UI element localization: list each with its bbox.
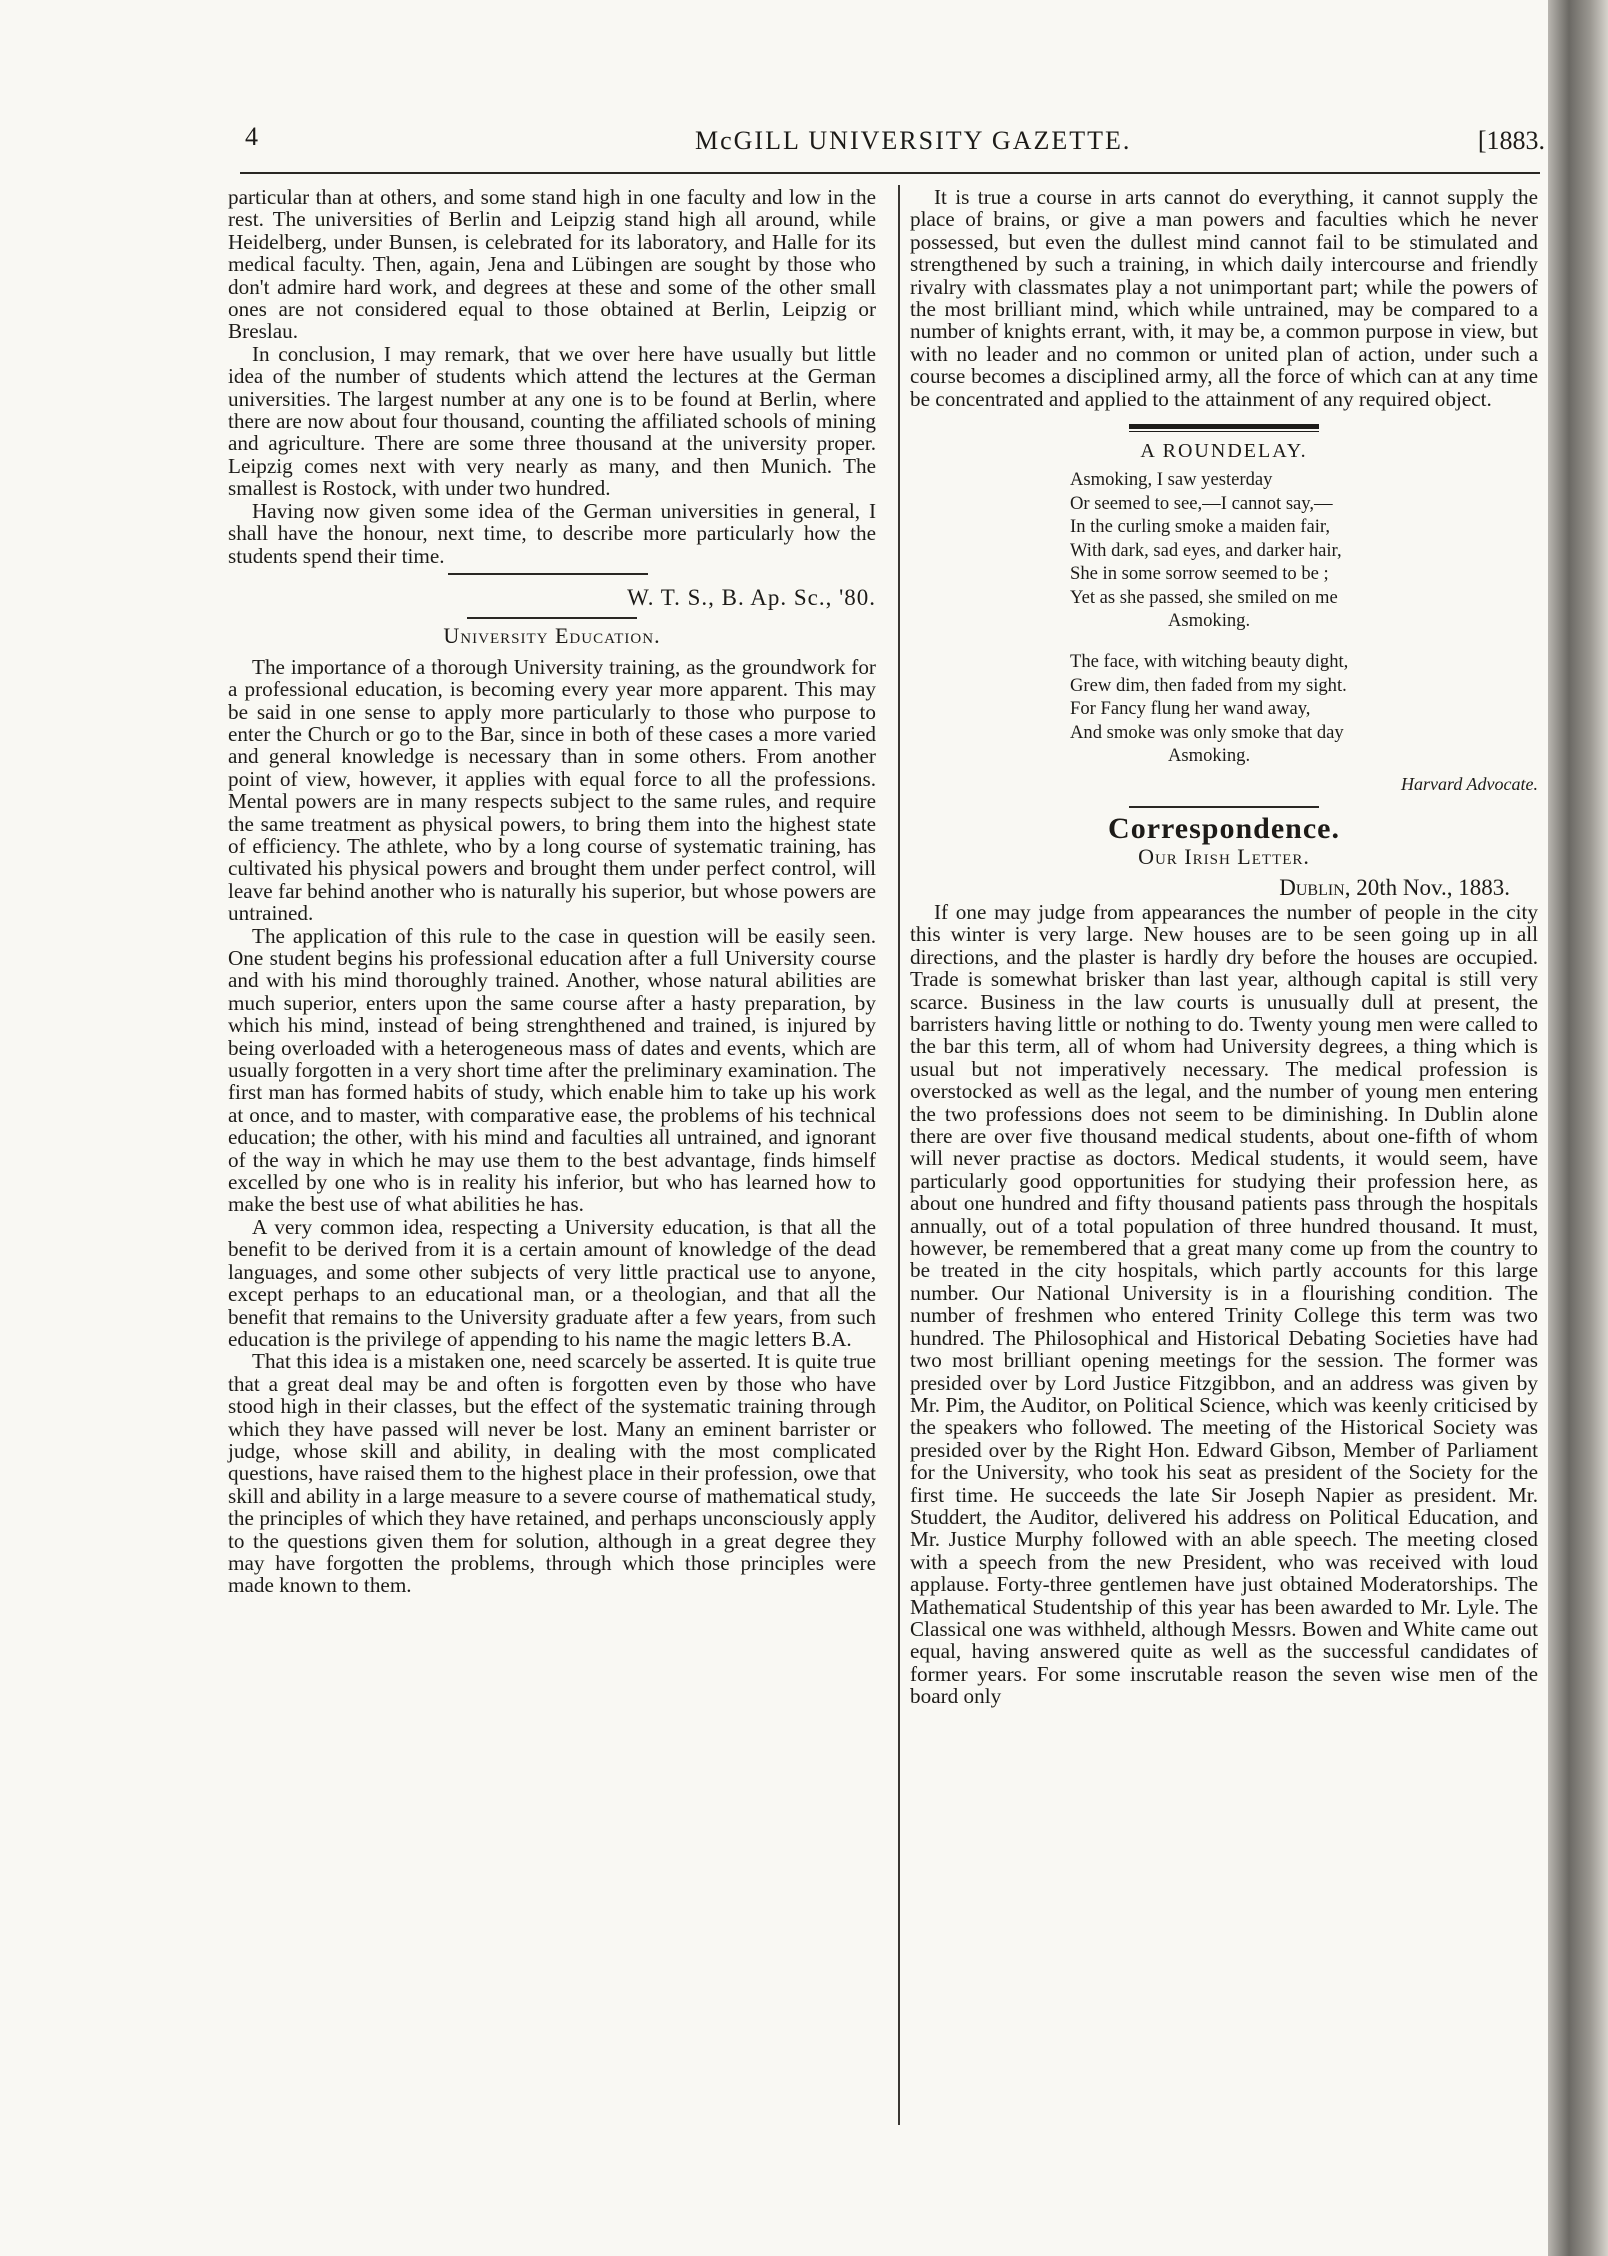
paragraph: That this idea is a mistaken one, need scarcely be asserted. It is quite true that a great deal may be and often is forgotten even by those who have stood high in their classes, but the effect of the systematic training through which they have passed will never be lost. Many an eminent barrister or judge, whose skill and ability, in dealing with the most complicated questions, have raised them to the highest place in their profession, owe that skill and ability in a large measure to a severe course of mathematical study, the principles of which they have retained, and perhaps unconsciously apply to the questions given them for solution, although in a great degree they may have forgotten the problems, through which those principles were made known to them. <box>228 1349 876 1598</box>
poem-source: Harvard Advocate. <box>1401 774 1538 795</box>
paragraph: particular than at others, and some stand high in one faculty and low in the rest. The universities of Berlin and Leipzig stand high all around, while Heidelberg, under Bunsen, is celebrated for its laboratory, and Halle for its medical faculty. Then, again, Jena and Lübingen are sought by those who don't admire hard work, and degrees at these and some of the other small ones are not considered equal to those obtained at Berlin, Leipzig or Breslau. <box>228 185 876 344</box>
running-head <box>245 122 1545 172</box>
poem-line: With dark, sad eyes, and darker hair, <box>1070 539 1342 561</box>
paragraph: If one may judge from appearances the number of people in the city this winter is very large. New houses are to be seen going up in all directions, and the plaster is hardly dry before the houses are occupied. Trade is somewhat brisker than last year, although capital is still very scarce. Business in the law courts is unusually dull at present, the barristers having little or nothing to do. Twenty young men were called to the bar this term, all of whom had University degrees, a thing which is usual but not imperatively necessary. The medical profession is overstocked as well as the legal, and the number of young men entering the two professions does not seem to be diminishing. In Dublin alone there are over five thousand medical students, about one-fifth of whom will never practise as doctors. Medical students, it would seem, have particularly good opportunities for studying their profession here, as about one hundred and fifty thousand patients pass through the hospitals annually, out of a total population of three hundred thousand. It must, however, be remembered that a great many come up from the country to be treated in the city hospitals, which partly accounts for this large number. Our National University is in a flourishing condition. The number of freshmen who entered Trinity College this term was two hundred. The Philosophical and Historical Debating Societies have had two most brilliant opening meetings for the session. The former was presided over by Lord Justice Fitzgibbon, and an address was given by Mr. Pim, the Auditor, on Political Science, which was keenly criticised by the speakers who followed. The meeting of the Historical Society was presided over by the Right Hon. Edward Gibson, Member of Parliament for the University, who took his seat as president of the Society for the first time. He succeeds the late Sir Joseph Napier as president. Mr. Studdert, the Auditor, delivered his address on Political Education, and Mr. Justice Murphy followed with an able speech. The meeting closed with a speech from the new President, who was received with loud applause. Forty-three gentlemen have just obtained Moderatorships. The Mathematical Studentship of this year has been awarded to Mr. Lyle. The Classical one was withheld, although Messrs. Bowen and White came out equal, having answered quite as well as the successful candidates of former years. For some inscrutable reason the seven wise men of the board only <box>910 899 1538 1709</box>
header-rule <box>240 172 1540 174</box>
issue-year: [1883. <box>1477 126 1545 155</box>
separator-rule <box>1129 806 1319 808</box>
separator-rule <box>448 573 648 575</box>
dateline-date: 20th Nov., 1883. <box>1356 874 1510 900</box>
paragraph: In conclusion, I may remark, that we over here have usually but little idea of the number of students which attend the lectures at the German universities. The largest number at any one is to be found at Berlin, where there are now about four thousand, counting the affiliated schools of mining and agriculture. There are some three thousand at the university proper. Leipzig comes next with very nearly as many, and then Munich. The smallest is Rostock, with under two hundred. <box>228 341 876 501</box>
column-divider <box>898 185 900 2125</box>
paragraph: Having now given some idea of the German universities in general, I shall have the honour, next time, to describe more particularly how the students spend their time. <box>228 498 876 568</box>
separator-rule <box>467 617 637 619</box>
poem <box>1070 468 1538 767</box>
poem-line: Grew dim, then faded from my sight. <box>1070 674 1347 696</box>
poem-line: The face, with witching beauty dight, <box>1070 651 1349 673</box>
paragraph: The application of this rule to the case in question will be easily seen. One student begins his professional education after a full University course and with his mind thoroughly trained. Another, whose natural abilities are much superior, enters upon the same course after a hasty preparation, by which his mind, instead of being strenghthened and trained, is injured by being overloaded with a heterogeneous mass of dates and events, which are usually forgotten in a very short time after the preliminary examination. The first man has formed habits of study, which enable him to take up his work at once, and to master, with comparative ease, the problems of his technical education; the other, with his mind and faculties all untrained, and ignorant of the way in which he may use them to the best advantage, finds himself excelled by one who is in reality his inferior, but who has learned how to make the best use of what abilities he has. <box>228 923 876 1217</box>
left-column <box>228 186 876 1597</box>
poem-line: Asmoking, I saw yesterday <box>1070 469 1273 491</box>
correspondence-heading: Correspondence. <box>1108 811 1340 845</box>
dateline-place: Dublin, <box>1279 874 1351 900</box>
stanza-gap <box>1070 632 1538 650</box>
thin-rule <box>1129 431 1319 432</box>
page-edge-shadow <box>1548 0 1608 2256</box>
author-signature: W. T. S., B. Ap. Sc., '80. <box>627 584 876 610</box>
poem-line: For Fancy flung her wand away, <box>1070 698 1311 720</box>
poem-title: A ROUNDELAY. <box>1140 440 1308 463</box>
section-title: University Education. <box>443 623 661 649</box>
poem-refrain: Asmoking. <box>1168 609 1251 631</box>
poem-line: And smoke was only smoke that day <box>1070 721 1344 743</box>
poem-line: Or seemed to see,—I cannot say,— <box>1070 492 1333 514</box>
right-column <box>910 186 1538 1708</box>
thick-rule <box>1129 424 1319 429</box>
page-number: 4 <box>245 122 258 151</box>
poem-refrain: Asmoking. <box>1168 744 1251 766</box>
poem-line: In the curling smoke a maiden fair, <box>1070 516 1330 538</box>
paragraph: The importance of a thorough University training, as the groundwork for a professional education, is becoming every year more apparent. This may be said in one sense to apply more particularly to those who purpose to enter the Church or go to the Bar, since in both of these cases a more varied and general knowledge is necessary than in some others. From another point of view, however, it applies with equal force to all the professions. Mental powers are in many respects subject to the same rules, and require the same treatment as physical powers, to bring them into the highest state of efficiency. The athlete, who by a long course of systematic training, has cultivated his physical powers and brought them under perfect control, will leave far behind another who is naturally his superior, but whose powers are untrained. <box>228 654 876 926</box>
letter-title: Our Irish Letter. <box>1138 844 1310 870</box>
poem-line: She in some sorrow seemed to be ; <box>1070 563 1329 585</box>
paragraph: A very common idea, respecting a University education, is that all the benefit to be derived from it is a certain amount of knowledge of the dead languages, and some other subjects of very little practical use to anyone, except perhaps to an educational man, or a theologian, and that all the benefit that remains to the University graduate after a few years, from such education is the privilege of appending to his name the magic letters B.A. <box>228 1214 876 1351</box>
poem-line: Yet as she passed, she smiled on me <box>1070 586 1338 608</box>
paragraph: It is true a course in arts cannot do everything, it cannot supply the place of brains, or give a man powers and faculties which he never possessed, but even the dullest mind cannot fail to be stimulated and strengthened by such a training, in which daily intercourse and friendly rivalry with classmates play a not unimportant part; while the powers of the most brilliant mind, which while untrained, may be compared to a number of knights errant, with, it may be, a common purpose in view, but with no leader and no common or united plan of action, under such a course becomes a disciplined army, all the force of which can at any time be concentrated and applied to the attainment of any required object. <box>910 185 1538 411</box>
gazette-title: McGILL UNIVERSITY GAZETTE. <box>695 126 1132 155</box>
dateline <box>910 874 1510 900</box>
